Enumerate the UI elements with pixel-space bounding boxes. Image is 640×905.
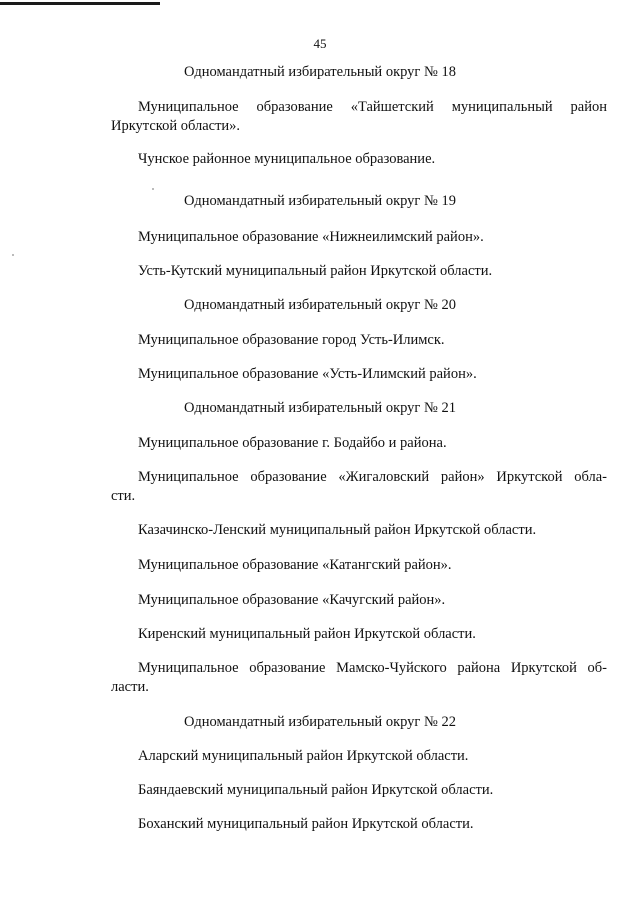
paragraph-line: Муниципальное образование «Усть-Илимский район». — [138, 366, 477, 382]
district-heading-19: Одномандатный избирательный округ № 19 — [184, 193, 456, 209]
paragraph-line: Муниципальное образование «Тайшетский муниципальный район — [138, 99, 607, 115]
paragraph-line: Муниципальное образование «Катангский район». — [138, 557, 452, 573]
paragraph-line: Боханский муниципальный район Иркутской области. — [138, 816, 474, 832]
paragraph-line: ласти. — [111, 679, 149, 695]
scan-speck — [152, 188, 154, 190]
paragraph-line: Муниципальное образование «Нижнеилимский район». — [138, 229, 484, 245]
paragraph-line: Усть-Кутский муниципальный район Иркутской области. — [138, 263, 493, 279]
paragraph-line: Аларский муниципальный район Иркутской области. — [138, 748, 469, 764]
scan-speck — [12, 254, 14, 256]
paragraph-line: Чунское районное муниципальное образование. — [138, 151, 436, 167]
district-heading-18: Одномандатный избирательный округ № 18 — [184, 64, 456, 80]
paragraph-line: Муниципальное образование г. Бодайбо и района. — [138, 435, 447, 451]
paragraph-line: Муниципальное образование «Качугский район». — [138, 592, 446, 608]
paragraph-line: Киренский муниципальный район Иркутской области. — [138, 626, 476, 642]
paragraph-line: Муниципальное образование «Жигаловский район» Иркутской обла- — [138, 469, 607, 485]
paragraph-line: Казачинско-Ленский муниципальный район Иркутской области. — [138, 522, 537, 538]
paragraph-line: Баяндаевский муниципальный район Иркутской области. — [138, 782, 494, 798]
top-rule — [0, 2, 160, 5]
district-heading-22: Одномандатный избирательный округ № 22 — [184, 714, 456, 730]
paragraph-line: Муниципальное образование город Усть-Илимск. — [138, 332, 445, 348]
district-heading-20: Одномандатный избирательный округ № 20 — [184, 297, 456, 313]
paragraph-line: сти. — [111, 488, 136, 504]
paragraph-line: Муниципальное образование Мамско-Чуйского района Иркутской об- — [138, 660, 607, 676]
district-heading-21: Одномандатный избирательный округ № 21 — [184, 400, 456, 416]
page-number: 45 — [313, 36, 327, 51]
paragraph-line: Иркутской области». — [111, 118, 241, 134]
